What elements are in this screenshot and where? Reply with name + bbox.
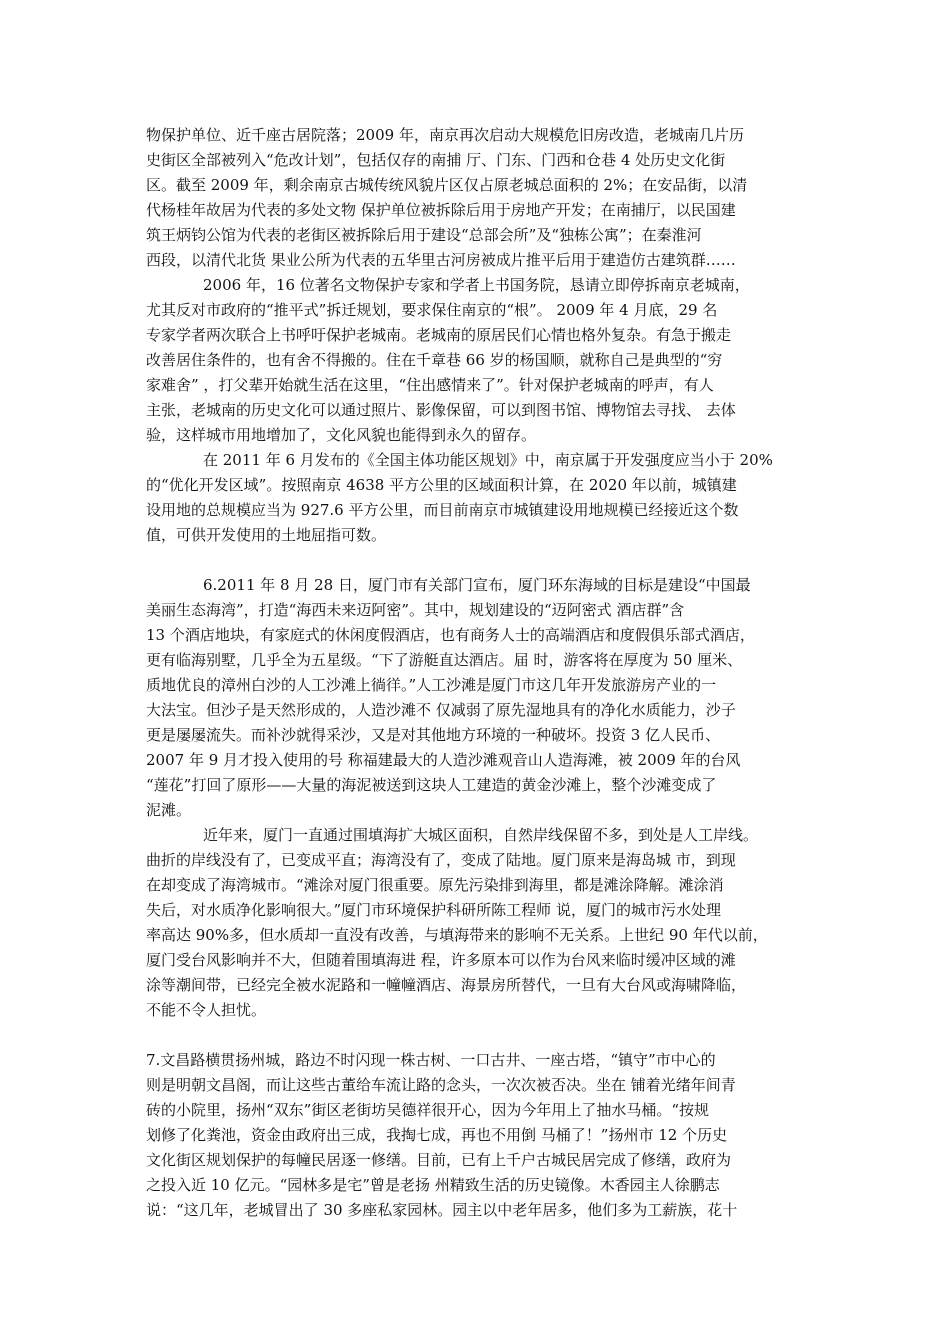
text-line: 率高达 90%多，但水质却一直没有改善，与填海带来的影响不无关系。上世纪 90 年代以前， [146, 926, 768, 944]
text-line: 的“优化开发区域”。按照南京 4638 平方公里的区域面积计算，在 2020 年以前，城镇建 [146, 476, 737, 494]
text-line: 失后，对水质净化影响很大。”厦门市环境保护科研所陈工程师 说，厦门的城市污水处理 [146, 901, 721, 919]
text-line: 更有临海别墅，几乎全为五星级。“下了游艇直达酒店。届 时，游客将在厚度为 50 厘米、 [146, 651, 743, 669]
text-line: “莲花”打回了原形——大量的海泥被送到这块人工建造的黄金沙滩上，整个沙滩变成了 [146, 776, 717, 794]
text-line: 之投入近 10 亿元。“园林多是宅”曾是老扬 州精致生活的历史镜像。木香园主人徐鹏志 [146, 1176, 720, 1194]
text-line: 尤其反对市政府的“推平式”拆迁规划，要求保住南京的“根”。 2009 年 4 月底，29 名 [146, 301, 718, 319]
text-line: 砖的小院里，扬州“双东”街区老街坊吴德祥很开心，因为今年用上了抽水马桶。“按规 [146, 1101, 710, 1119]
text-line: 13 个酒店地块，有家庭式的休闲度假酒店，也有商务人士的高端酒店和度假俱乐部式酒店， [146, 626, 755, 644]
text-line: 厦门受台风影响并不大，但随着围填海进 程，许多原本可以作为台风来临时缓冲区域的滩 [146, 951, 736, 969]
paragraph-first-line: 7.文昌路横贯扬州城，路边不时闪现一株古树、一口古井、一座古塔，“镇守”市中心的 [146, 1051, 716, 1069]
text-line: 史街区全部被列入“危改计划”，包括仅存的南捕 厅、门东、门西和仓巷 4 处历史文化街 [146, 151, 726, 169]
text-line: 验，这样城市用地增加了，文化风貌也能得到永久的留存。 [146, 426, 537, 444]
text-line: 专家学者两次联合上书呼吁保护老城南。老城南的原居民们心情也格外复杂。有急于搬走 [146, 326, 732, 344]
text-line: 设用地的总规模应当为 927.6 平方公里，而目前南京市城镇建设用地规模已经接近这个数 [146, 501, 739, 519]
text-line: 西段，以清代北货 果业公所为代表的五华里古河房被成片推平后用于建造仿古建筑群…… [146, 251, 736, 269]
paragraph-first-line: 6.2011 年 8 月 28 日，厦门市有关部门宣布，厦门环东海域的目标是建设“中国最 [203, 576, 751, 594]
text-line: 划修了化粪池，资金由政府出三成，我掏七成，再也不用倒 马桶了！”扬州市 12 个历史 [146, 1126, 728, 1144]
text-line: 代杨桂年故居为代表的多处文物 保护单位被拆除后用于房地产开发；在南捕厅，以民国建 [146, 201, 736, 219]
text-line: 文化街区规划保护的每幢民居逐一修缮。目前，已有上千户古城民居完成了修缮，政府为 [146, 1151, 732, 1169]
text-line: 2007 年 9 月才投入使用的号 称福建最大的人造沙滩观音山人造海滩，被 2009 年的台风 [146, 751, 741, 769]
text-line: 不能不令人担忧。 [146, 1001, 267, 1019]
text-line: 在却变成了海湾城市。“滩涂对厦门很重要。原先污染排到海里，都是滩涂降解。滩涂消 [146, 876, 724, 894]
paragraph-first-line: 2006 年，16 位著名文物保护专家和学者上书国务院，恳请立即停拆南京老城南， [203, 276, 750, 294]
text-line: 泥滩。 [146, 801, 192, 819]
paragraph-first-line: 在 2011 年 6 月发布的《全国主体功能区规划》中，南京属于开发强度应当小于 20% [203, 451, 773, 469]
text-line: 则是明朝文昌阁，而让这些古董给车流让路的念头，一次次被否决。坐在 铺着光绪年间青 [146, 1076, 736, 1094]
text-line: 筑王炳钧公馆为代表的老街区被拆除后用于建设“总部会所”及“独栋公寓”；在秦淮河 [146, 226, 702, 244]
text-line: 质地优良的漳州白沙的人工沙滩上徜徉。”人工沙滩是厦门市这几年开发旅游房产业的一 [146, 676, 717, 694]
text-line: 家难舍” ，打父辈开始就生活在这里，“住出感情来了”。针对保护老城南的呼声，有人 [146, 376, 714, 394]
text-line: 改善居住条件的，也有舍不得搬的。住在千章巷 66 岁的杨国顺，就称自己是典型的“穷 [146, 351, 723, 369]
text-line: 物保护单位、近千座古居院落；2009 年，南京再次启动大规模危旧房改造，老城南几片历 [146, 126, 744, 144]
paragraph-first-line: 近年来，厦门一直通过围填海扩大城区面积，自然岸线保留不多，到处是人工岸线。 [203, 826, 759, 844]
text-line: 涂等潮间带，已经完全被水泥路和一幢幢酒店、海景房所替代，一旦有大台风或海啸降临， [146, 976, 747, 994]
text-line: 曲折的岸线没有了，已变成平直；海湾没有了，变成了陆地。厦门原来是海岛城 市，到现 [146, 851, 736, 869]
text-line: 值，可供开发使用的土地屈指可数。 [146, 526, 387, 544]
text-line: 更是屡屡流失。而补沙就得采沙，又是对其他地方环境的一种破坏。投资 3 亿人民币、 [146, 726, 721, 744]
text-line: 说：“这几年，老城冒出了 30 多座私家园林。园主以中老年居多，他们多为工薪族，花十 [146, 1201, 738, 1219]
text-line: 区。截至 2009 年，剩余南京古城传统风貌片区仅占原老城总面积的 2%；在安品街，以清 [146, 176, 748, 194]
text-line: 主张，老城南的历史文化可以通过照片、影像保留，可以到图书馆、博物馆去寻找、 去体 [146, 401, 736, 419]
text-line: 美丽生态海湾”，打造“海西未来迈阿密”。其中，规划建设的“迈阿密式 酒店群”含 [146, 601, 685, 619]
text-line: 大法宝。但沙子是天然形成的，人造沙滩不 仅减弱了原先湿地具有的净化水质能力，沙子 [146, 701, 736, 719]
